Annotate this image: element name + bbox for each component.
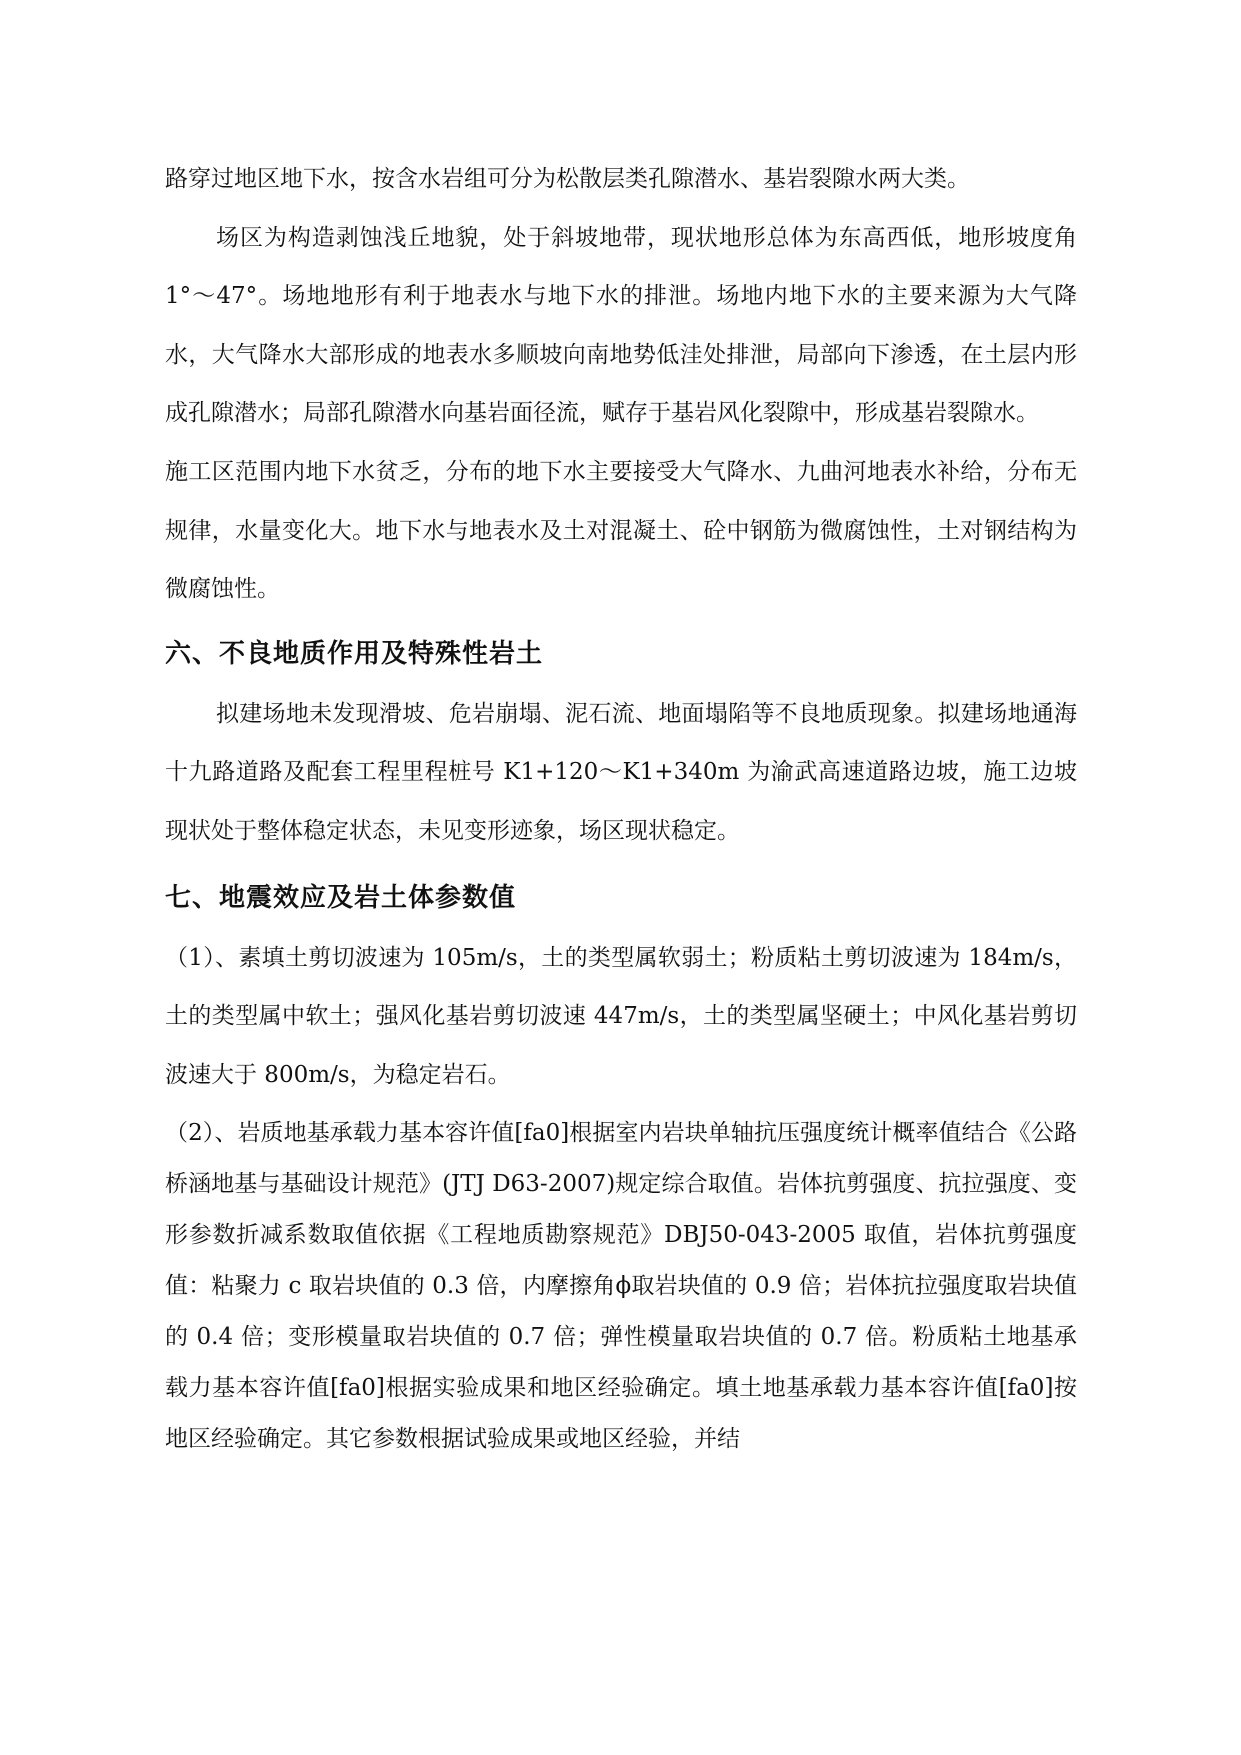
section-6-heading: 六、不良地质作用及特殊性岩土 <box>165 638 544 669</box>
section-7-item-2: （2）、岩质地基承载力基本容许值[fa0]根据室内岩块单轴抗压强度统计概率值结合《公路桥涵地基与基础设计规范》(JTJ D63-2007)规定综合取值。岩体抗剪强度、抗拉强度、变形参数折减系数取值依据《工程地质勘察规范》DBJ50-043-2005 取值，岩体抗剪强度值：粘聚力 c 取岩块值的 0.3 倍，内摩擦角ϕ取岩块值的 0.9 倍；岩体抗拉强度取岩块值的 0.4 倍；变形模量取岩块值的 0.7 倍；弹性模量取岩块值的 0.7 倍。粉质粘土地基承载力基本容许值[fa0]根据实验成果和地区经验确定。填土地基承载力基本容许值[fa0]按地区经验确定。其它参数根据试验成果或地区经验，并结 <box>165 1120 1077 1453</box>
groundwater-paragraph-2: 场区为构造剥蚀浅丘地貌，处于斜坡地带，现状地形总体为东高西低，地形坡度角 1°～47°。场地地形有利于地表水与地下水的排泄。场地内地下水的主要来源为大气降水，大气降水大部形成的地表水多顺坡向南地势低洼处排泄，局部向下渗透，在土层内形成孔隙潜水；局部孔隙潜水向基岩面径流，赋存于基岩风化裂隙中，形成基岩裂隙水。 <box>165 224 1077 427</box>
groundwater-paragraph-1: 路穿过地区地下水，按含水岩组可分为松散层类孔隙潜水、基岩裂隙水两大类。 <box>165 166 970 192</box>
groundwater-paragraph-3: 施工区范围内地下水贫乏，分布的地下水主要接受大气降水、九曲河地表水补给，分布无规律，水量变化大。地下水与地表水及土对混凝土、砼中钢筋为微腐蚀性，土对钢结构为微腐蚀性。 <box>165 458 1077 603</box>
section-7-item-1: （1）、素填土剪切波速为 105m/s，土的类型属软弱土；粉质粘土剪切波速为 184m/s，土的类型属中软土；强风化基岩剪切波速 447m/s，土的类型属坚硬土；中风化基岩剪切波速大于 800m/s，为稳定岩石。 <box>165 944 1077 1088</box>
section-6-paragraph: 拟建场地未发现滑坡、危岩崩塌、泥石流、地面塌陷等不良地质现象。拟建场地通海十九路道路及配套工程里程桩号 K1+120～K1+340m 为渝武高速道路边坡，施工边坡现状处于整体稳定状态，未见变形迹象，场区现状稳定。 <box>165 700 1077 844</box>
document-body <box>165 150 1077 1465</box>
section-7-heading: 七、地震效应及岩土体参数值 <box>165 882 517 913</box>
